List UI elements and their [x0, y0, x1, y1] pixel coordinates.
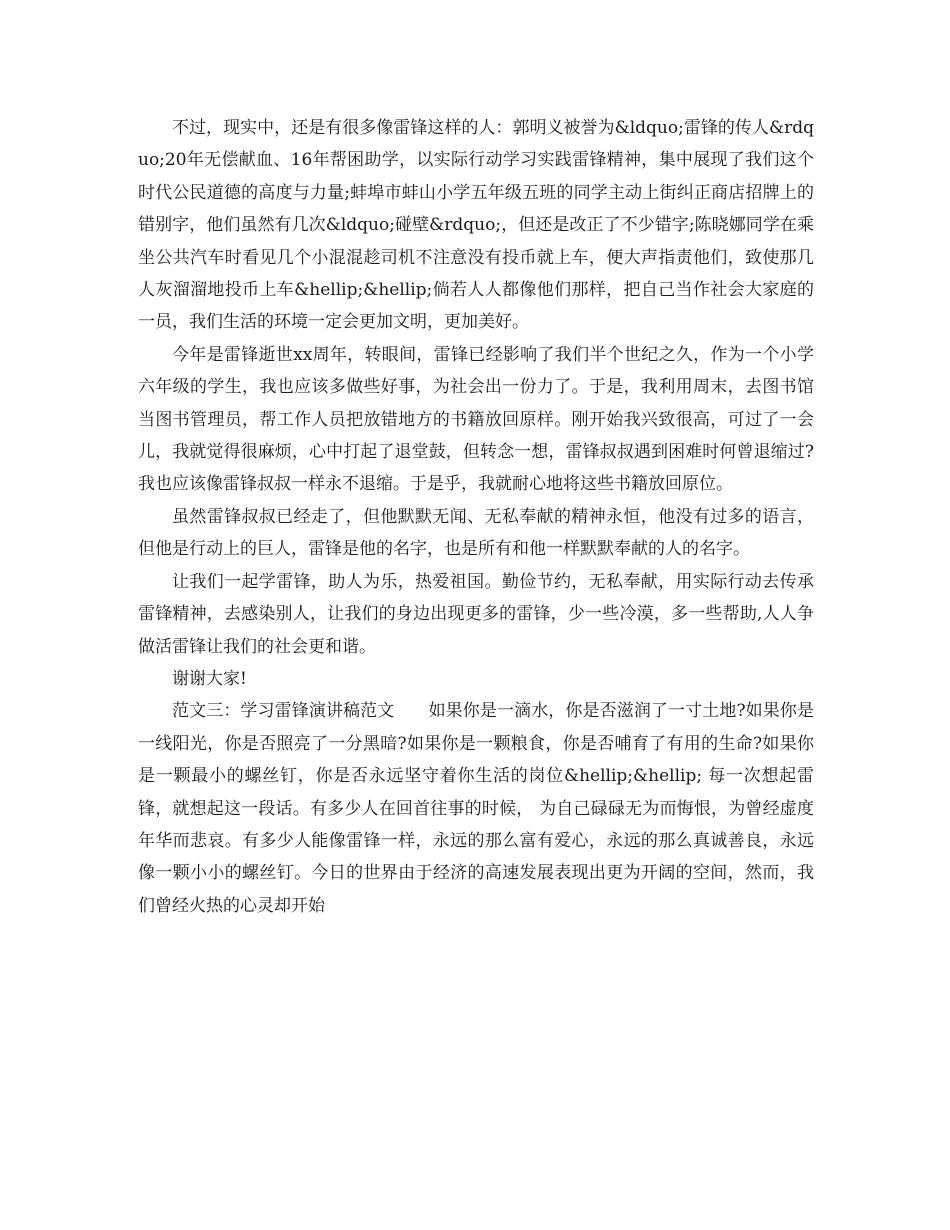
paragraph-call-to-action: 让我们一起学雷锋，助人为乐，热爱祖国。勤俭节约，无私奉献，用实际行动去传承雷锋精神，去感染别人，让我们的身边出现更多的雷锋，少一些冷漠，多一些帮助,人人争做活雷锋让我们的社会更和谐。	[138, 571, 814, 657]
document-page	[138, 112, 814, 922]
paragraph-real-life-examples: 不过，现实中，还是有很多像雷锋这样的人：郭明义被誉为&ldquo;雷锋的传人&rdquo;20年无偿献血、16年帮困助学，以实际行动学习实践雷锋精神，集中展现了我们这个时代公民道德的高度与力量;蚌埠市蚌山小学五年级五班的同学主动上街纠正商店招牌上的错别字，他们虽然有几次&ldquo;碰壁&rdquo;，但还是改正了不少错字;陈晓娜同学在乘坐公共汽车时看见几个小混混趁司机不注意没有投币就上车，便大声指责他们，致使那几人灰溜溜地投币上车&hellip;&hellip;倘若人人都像他们那样，把自己当作社会大家庭的一员，我们生活的环境一定会更加文明，更加美好。	[138, 118, 814, 333]
paragraph-sample-three: 范文三：学习雷锋演讲稿范文 如果你是一滴水，你是否滋润了一寸土地?如果你是一线阳光，你是否照亮了一分黑暗?如果你是一颗粮食，你是否哺育了有用的生命?如果你是一颗最小的螺丝钉，你是否永远坚守着你生活的岗位&hellip;&hellip; 每一次想起雷锋，就想起这一段话。有多少人在回首往事的时候， 为自己碌碌无为而悔恨，为曾经虚度年华而悲哀。有多少人能像雷锋一样，永远的那么富有爱心，永远的那么真诚善良，永远像一颗小小的螺丝钉。今日的世界由于经济的高速发展表现出更为开阔的空间，然而，我们曾经火热的心灵却开始	[138, 701, 814, 916]
paragraph-anniversary-library: 今年是雷锋逝世xx周年，转眼间，雷锋已经影响了我们半个世纪之久，作为一个小学六年级的学生，我也应该多做些好事，为社会出一份力了。于是，我利用周末，去图书馆当图书管理员，帮工作人员把放错地方的书籍放回原样。刚开始我兴致很高，可过了一会儿，我就觉得很麻烦，心中打起了退堂鼓，但转念一想，雷锋叔叔遇到困难时何曾退缩过?我也应该像雷锋叔叔一样永不退缩。于是乎，我就耐心地将这些书籍放回原位。	[138, 344, 814, 495]
paragraph-thanks: 谢谢大家!	[172, 668, 247, 689]
paragraph-spirit-eternal: 虽然雷锋叔叔已经走了，但他默默无闻、无私奉献的精神永恒，他没有过多的语言，但他是行动上的巨人，雷锋是他的名字，也是所有和他一样默默奉献的人的名字。	[138, 506, 814, 560]
